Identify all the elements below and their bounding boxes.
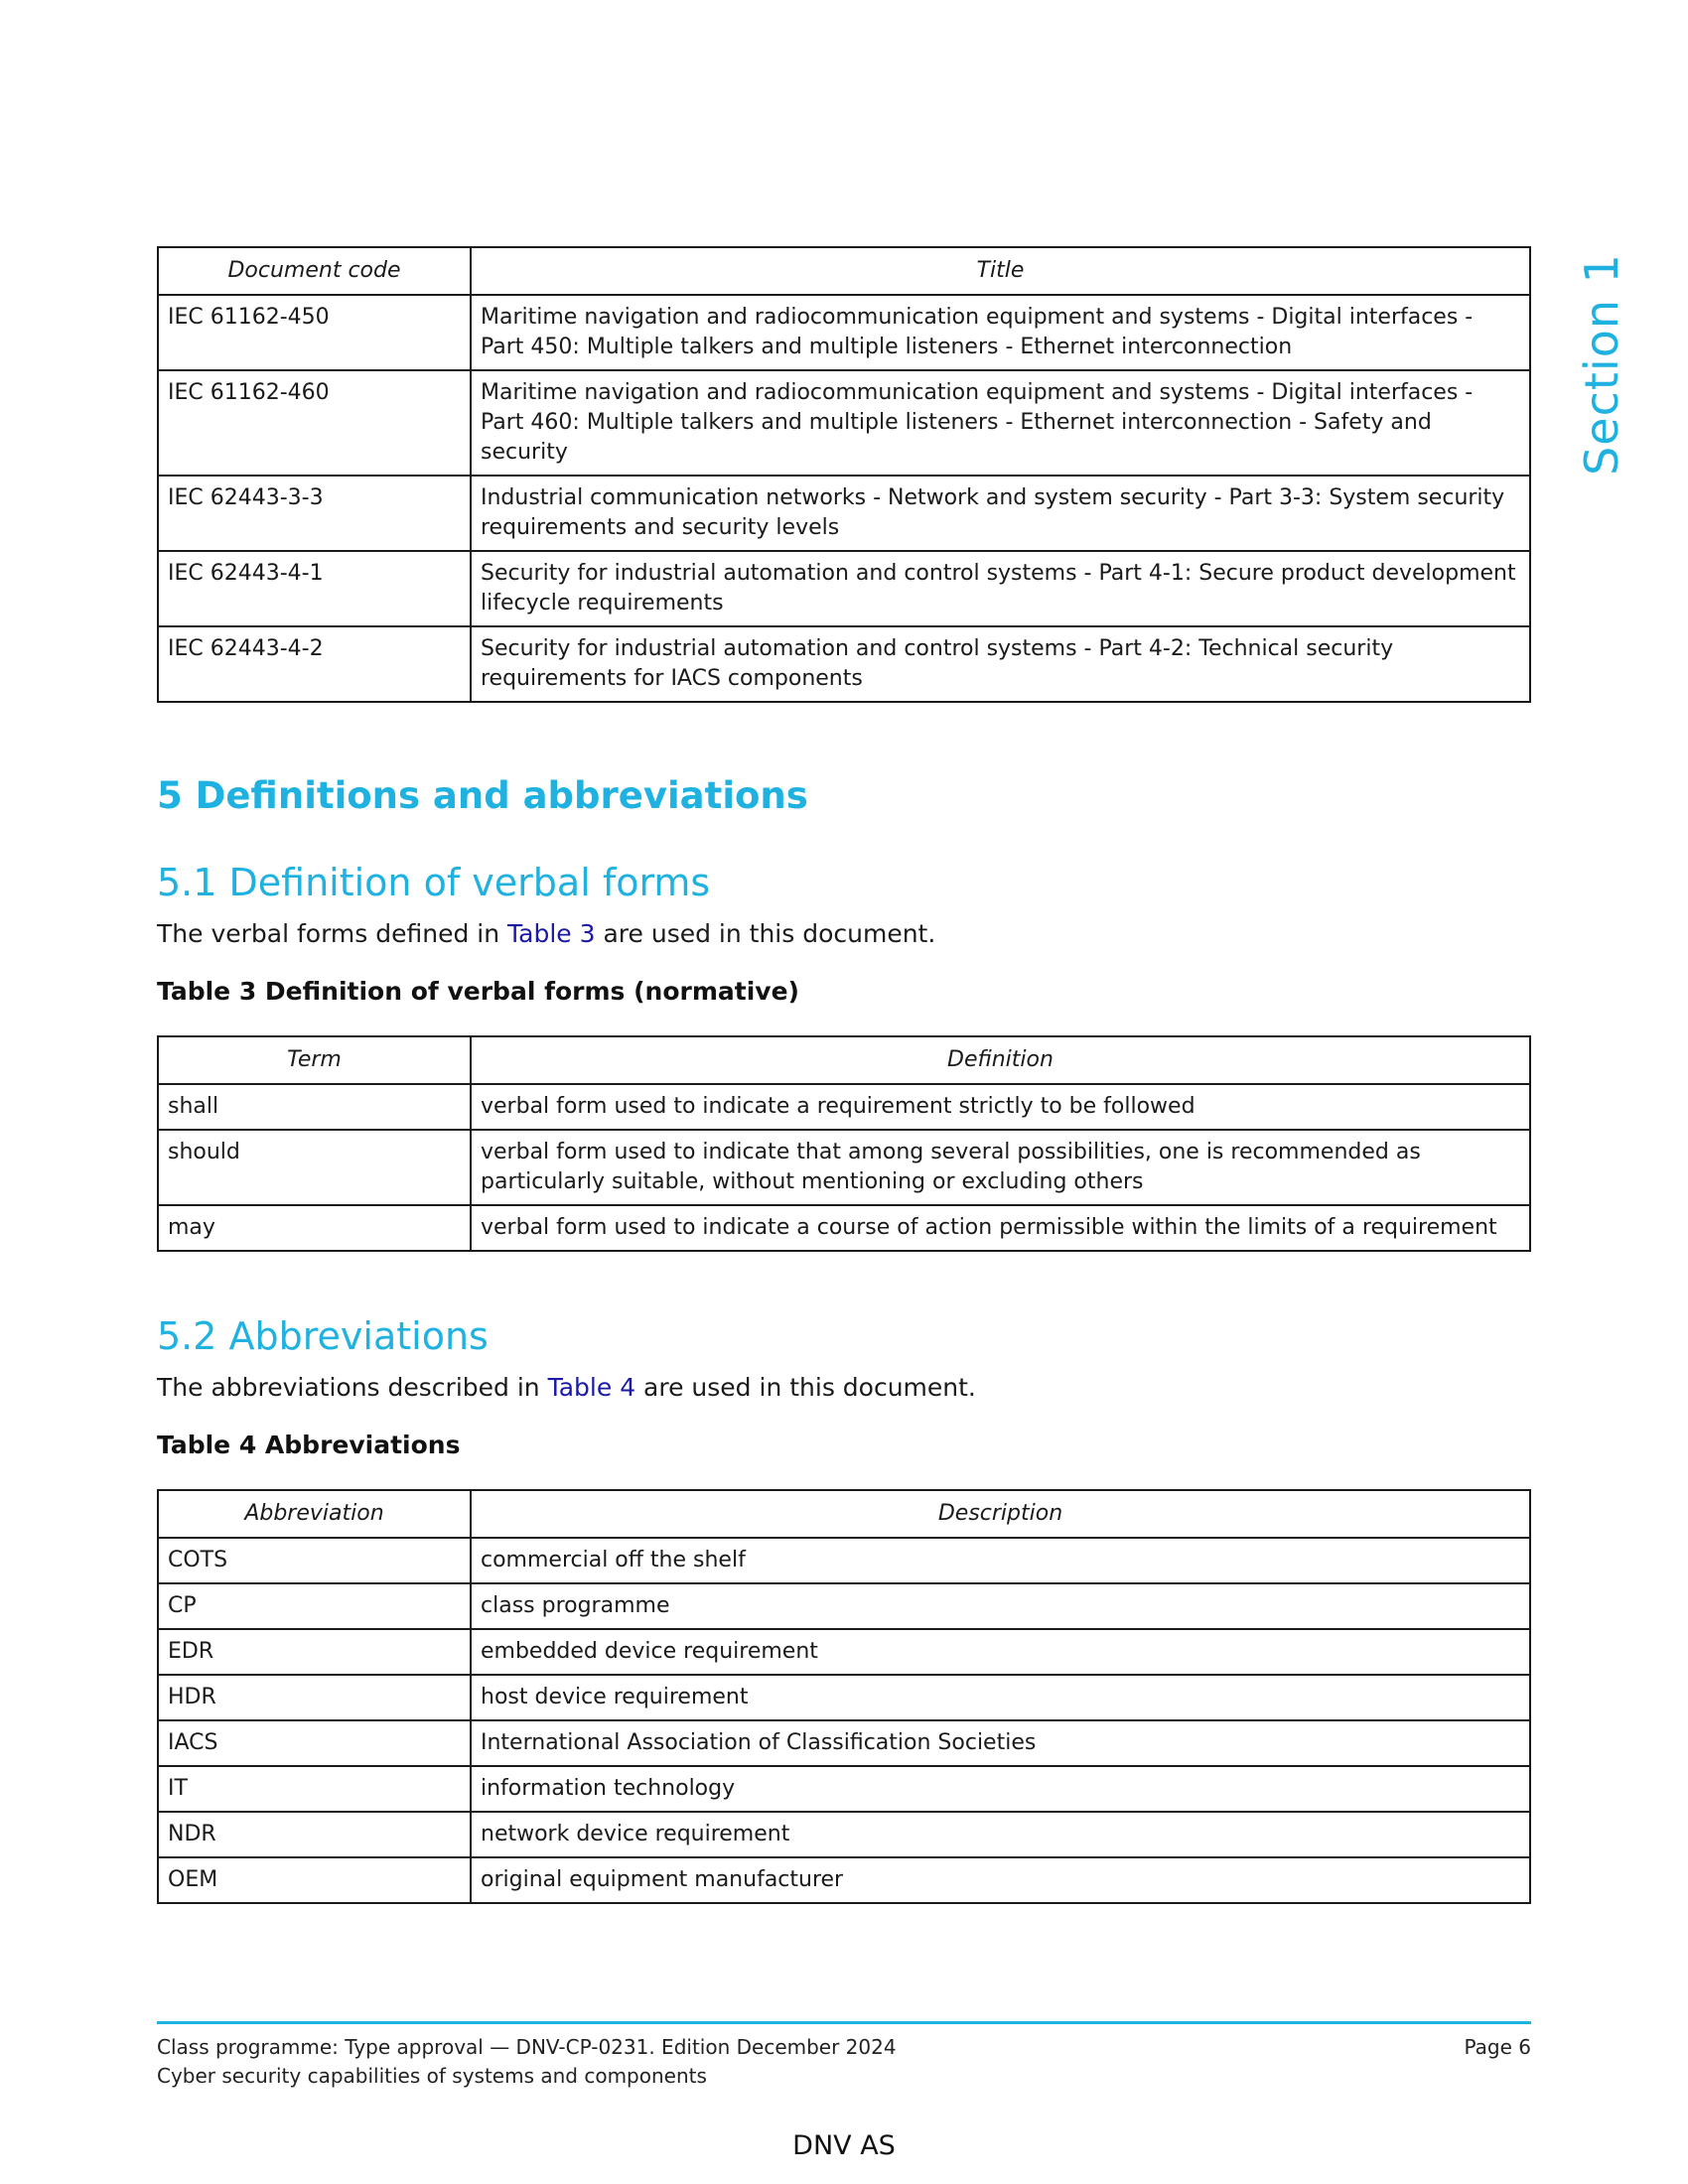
description-cell: class programme: [471, 1583, 1530, 1629]
abbreviation-cell: NDR: [158, 1812, 471, 1857]
table-row: [158, 476, 1530, 551]
table-row: [158, 1766, 1530, 1812]
table-row: [158, 1857, 1530, 1903]
intro-text-after: are used in this document.: [635, 1373, 976, 1402]
term-cell: shall: [158, 1084, 471, 1130]
abbreviation-cell: IACS: [158, 1720, 471, 1766]
table-row: [158, 1084, 1530, 1130]
column-header-title: Title: [471, 247, 1530, 295]
abbreviation-cell: OEM: [158, 1857, 471, 1903]
document-title-cell: Maritime navigation and radiocommunication equipment and systems - Digital interfaces - Part 460: Multiple talkers and multiple listeners - Ethernet interconnection - Safety and security: [471, 370, 1530, 476]
section-side-tab: [1567, 253, 1636, 476]
table-header-row: [158, 247, 1530, 295]
references-table: [157, 246, 1531, 703]
abbreviations-intro: [157, 1373, 976, 1402]
abbreviation-cell: COTS: [158, 1538, 471, 1583]
table-row: [158, 1720, 1530, 1766]
table-header-row: [158, 1036, 1530, 1084]
abbreviation-cell: CP: [158, 1583, 471, 1629]
description-cell: embedded device requirement: [471, 1629, 1530, 1675]
table-row: [158, 1205, 1530, 1251]
table-row: [158, 1675, 1530, 1720]
document-title-cell: Industrial communication networks - Network and system security - Part 3-3: System security requirements and security levels: [471, 476, 1530, 551]
intro-text-before: The verbal forms defined in: [157, 919, 508, 948]
term-cell: should: [158, 1130, 471, 1205]
table-row: [158, 1538, 1530, 1583]
table-row: [158, 1583, 1530, 1629]
column-header-term: Term: [158, 1036, 471, 1084]
column-header-definition: Definition: [471, 1036, 1530, 1084]
abbreviation-cell: HDR: [158, 1675, 471, 1720]
description-cell: host device requirement: [471, 1675, 1530, 1720]
footer-document-reference: Class programme: Type approval — DNV-CP-0231. Edition December 2024: [157, 2035, 897, 2059]
abbreviations-table: [157, 1489, 1531, 1904]
table-row: [158, 295, 1530, 370]
table-header-row: [158, 1490, 1530, 1538]
term-cell: may: [158, 1205, 471, 1251]
subsection-heading-verbal-forms: 5.1 Definition of verbal forms: [157, 861, 711, 904]
intro-text-after: are used in this document.: [595, 919, 936, 948]
column-header-document-code: Document code: [158, 247, 471, 295]
definition-cell: verbal form used to indicate a requirement strictly to be followed: [471, 1084, 1530, 1130]
abbreviation-cell: IT: [158, 1766, 471, 1812]
document-code-cell: IEC 62443-4-2: [158, 626, 471, 702]
document-title-cell: Maritime navigation and radiocommunication equipment and systems - Digital interfaces - Part 450: Multiple talkers and multiple listeners - Ethernet interconnection: [471, 295, 1530, 370]
definition-cell: verbal form used to indicate that among several possibilities, one is recommended as particularly suitable, without mentioning or excluding others: [471, 1130, 1530, 1205]
verbal-forms-intro: [157, 919, 935, 948]
intro-text-before: The abbreviations described in: [157, 1373, 548, 1402]
description-cell: International Association of Classification Societies: [471, 1720, 1530, 1766]
table-row: [158, 370, 1530, 476]
table-row: [158, 1629, 1530, 1675]
description-cell: information technology: [471, 1766, 1530, 1812]
document-code-cell: IEC 62443-3-3: [158, 476, 471, 551]
subsection-heading-abbreviations: 5.2 Abbreviations: [157, 1314, 489, 1358]
abbreviation-cell: EDR: [158, 1629, 471, 1675]
footer-divider: [157, 2021, 1531, 2024]
column-header-description: Description: [471, 1490, 1530, 1538]
publisher-name: DNV AS: [792, 2130, 896, 2161]
definition-cell: verbal form used to indicate a course of action permissible within the limits of a requirement: [471, 1205, 1530, 1251]
verbal-forms-table: [157, 1035, 1531, 1252]
document-title-cell: Security for industrial automation and control systems - Part 4-1: Secure product development lifecycle requirements: [471, 551, 1530, 626]
table-row: [158, 1130, 1530, 1205]
page-number: Page 6: [1464, 2035, 1531, 2059]
document-code-cell: IEC 62443-4-1: [158, 551, 471, 626]
table-4-link[interactable]: Table 4: [547, 1373, 636, 1402]
section-side-tab-label: Section 1: [1575, 253, 1629, 476]
footer-document-subtitle: Cyber security capabilities of systems and components: [157, 2064, 707, 2088]
table-row: [158, 551, 1530, 626]
table-row: [158, 626, 1530, 702]
description-cell: network device requirement: [471, 1812, 1530, 1857]
table-3-link[interactable]: Table 3: [507, 919, 596, 948]
table-row: [158, 1812, 1530, 1857]
table-4-caption: Table 4 Abbreviations: [157, 1431, 461, 1459]
section-heading: 5 Definitions and abbreviations: [157, 774, 808, 817]
description-cell: commercial off the shelf: [471, 1538, 1530, 1583]
description-cell: original equipment manufacturer: [471, 1857, 1530, 1903]
document-title-cell: Security for industrial automation and control systems - Part 4-2: Technical security requirements for IACS components: [471, 626, 1530, 702]
document-code-cell: IEC 61162-460: [158, 370, 471, 476]
column-header-abbreviation: Abbreviation: [158, 1490, 471, 1538]
table-3-caption: Table 3 Definition of verbal forms (normative): [157, 977, 799, 1006]
document-code-cell: IEC 61162-450: [158, 295, 471, 370]
